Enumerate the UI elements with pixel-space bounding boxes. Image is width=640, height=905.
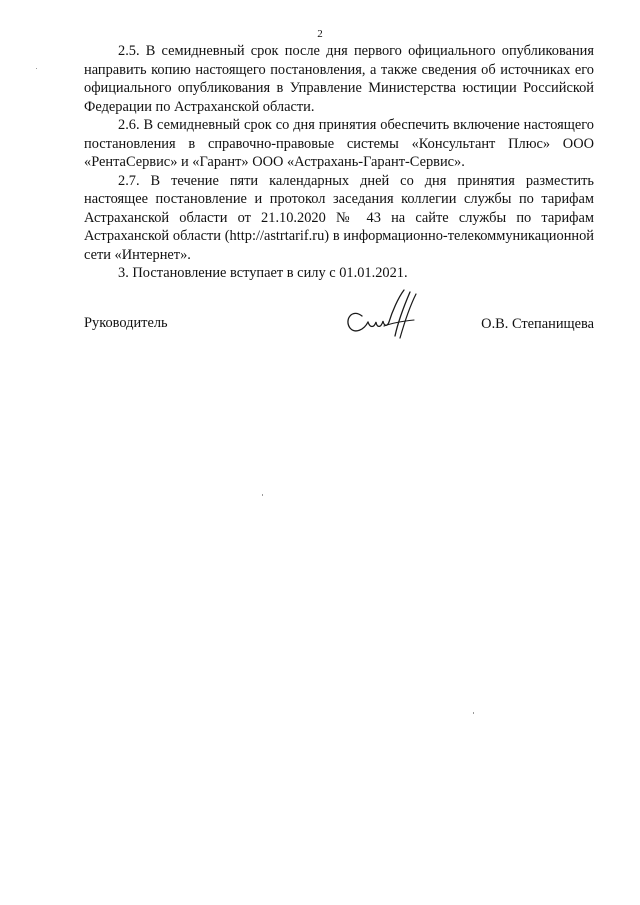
- scan-speck: [473, 712, 474, 714]
- signature-block: [84, 286, 594, 346]
- paragraph-2-5: 2.5. В семидневный срок после дня первого официального опубликования направить копию настоящего постановления, а также сведения об источниках его официального опубликования в Управление Министерства юстиции Российской Федерации по Астраханской области.: [84, 43, 594, 115]
- signatory-role: Руководитель: [84, 315, 168, 331]
- page-number: 2: [317, 28, 323, 40]
- handwritten-signature-icon: [340, 286, 420, 342]
- scan-speck: [262, 494, 263, 496]
- paragraph-3: 3. Постановление вступает в силу с 01.01.2021.: [118, 265, 408, 281]
- document-body: [84, 42, 594, 283]
- paragraph-2-6: 2.6. В семидневный срок со дня принятия обеспечить включение настоящего постановления в справочно-правовые системы «Консультант Плюс» ООО «РентаСервис» и «Гарант» ООО «Астрахань-Гарант-Сервис».: [84, 117, 594, 170]
- scan-speck: [36, 68, 37, 69]
- signatory-name: О.В. Степанищева: [481, 316, 594, 332]
- paragraph-2-7: 2.7. В течение пяти календарных дней со дня принятия разместить настоящее постановление и протокол заседания коллегии службы по тарифам Астраханской области от 21.10.2020 № 43 на сайте службы по тарифам Астраханской области (http://astrtarif.ru) в информационно-телекоммуникационной сети «Интернет».: [84, 172, 594, 263]
